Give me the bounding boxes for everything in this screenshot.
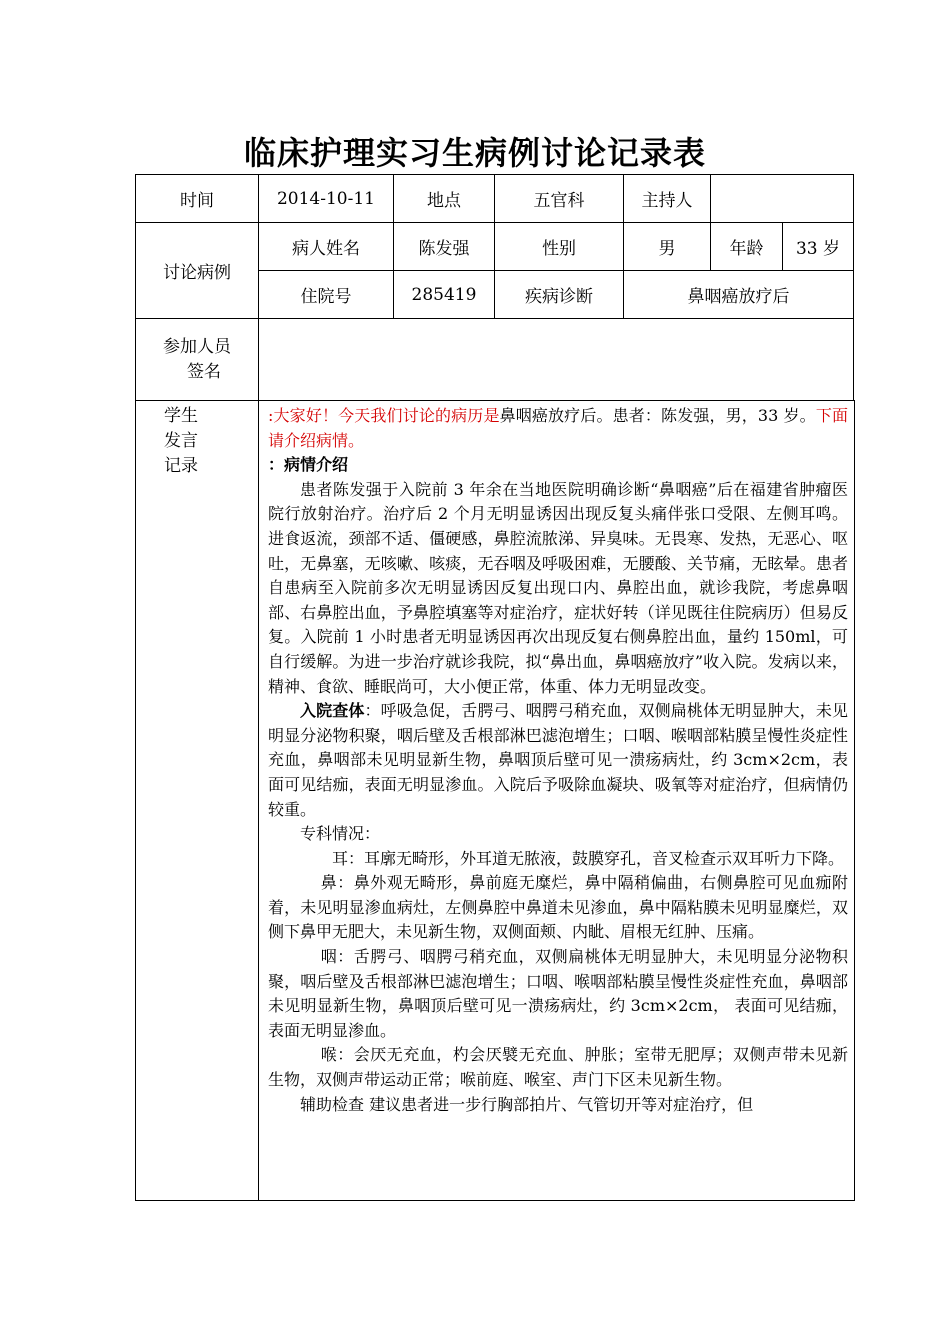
specialty-heading: 专科情况： (300, 824, 381, 844)
participants-label (136, 319, 259, 401)
case-heading: ：病情介绍 (268, 455, 349, 475)
intro-case: 鼻咽癌放疗后。患者：陈发强，男，33 岁。 (499, 406, 816, 425)
bottom-border (136, 1200, 854, 1201)
aux-paragraph: 辅助检查 建议患者进一步行胸部拍片、气管切开等对症治疗，但 (300, 1094, 754, 1114)
admission-no-value: 285419 (394, 271, 495, 319)
exam-label: 入院查体 (300, 701, 365, 721)
participants-label-line1: 参加人员 (163, 336, 231, 357)
side-label-line2: 发言 (164, 431, 198, 451)
host-label: 主持人 (624, 175, 711, 223)
gender-label: 性别 (495, 223, 624, 271)
page-title: 临床护理实习生病例讨论记录表 (243, 134, 706, 172)
participants-label-line2: 签名 (187, 361, 221, 382)
admission-no-label: 住院号 (259, 271, 394, 319)
record-side-label (164, 404, 204, 479)
larynx-paragraph: 喉：会厌无充血，杓会厌襞无充血、肿胀；室带无肥厚；双侧声带未见新生物，双侧声带运动正常；喉前庭、喉室、声门下区未见新生物。 (268, 1045, 848, 1090)
gender-value: 男 (624, 223, 711, 271)
column-divider (258, 400, 259, 1201)
time-label: 时间 (136, 175, 259, 223)
case-label: 讨论病例 (136, 223, 259, 319)
place-label: 地点 (394, 175, 495, 223)
side-label-line1: 学生 (164, 406, 198, 426)
header-table (135, 174, 854, 401)
participants-signature (259, 319, 854, 401)
age-value: 33 岁 (783, 223, 854, 271)
patient-name-label: 病人姓名 (259, 223, 394, 271)
intro-paragraph (268, 404, 848, 453)
diagnosis-value: 鼻咽癌放疗后 (624, 271, 854, 319)
intro-prompt: 下面请介绍病情。 (268, 406, 848, 450)
age-label: 年龄 (711, 223, 783, 271)
side-label-line3: 记录 (164, 456, 198, 476)
history-paragraph: 患者陈发强于入院前 3 年余在当地医院明确诊断“鼻咽癌”后在福建省肿瘤医院行放射治疗。治疗后 2 个月无明显诱因出现反复头痛伴张口受限、左侧耳鸣。进食返流，颈部不适、僵硬感，鼻腔流脓涕、异臭味。无畏寒、发热，无恶心、呕吐，无鼻塞，无咳嗽、咳痰，无吞咽及呼吸困难，无腰酸、关节痛，无眩晕。患者自患病至入院前多次无明显诱因反复出现口内、鼻腔出血，就诊我院，考虑鼻咽部、右鼻腔出血，予鼻腔填塞等对症治疗，症状好转（详见既往住院病历）但易反复。入院前 1 小时患者无明显诱因再次出现反复右侧鼻腔出血，量约 150ml，可自行缓解。为进一步治疗就诊我院，拟“鼻出血，鼻咽癌放疗”收入院。发病以来，精神、食欲、睡眠尚可，大小便正常，体重、体力无明显改变。 (268, 479, 848, 696)
host-value (711, 175, 854, 223)
record-section (135, 400, 855, 1201)
record-content (268, 404, 848, 1117)
exam-paragraph (268, 699, 848, 822)
nose-paragraph: 鼻：鼻外观无畸形，鼻前庭无糜烂，鼻中隔稍偏曲，右侧鼻腔可见血痂附着，未见明显渗血病灶，左侧鼻腔中鼻道未见渗血，鼻中隔粘膜未见明显糜烂，双侧下鼻甲无肥大，未见新生物，双侧面颊、内眦、眉根无红肿、压痛。 (268, 873, 848, 942)
exam-text: ：呼吸急促，舌腭弓、咽腭弓稍充血，双侧扁桃体无明显肿大，未见明显分泌物积聚，咽后壁及舌根部淋巴滤泡增生；口咽、喉咽部粘膜呈慢性炎症性充血，鼻咽部未见明显新生物，鼻咽顶后壁可见一溃疡病灶，约 3cm×2cm，表面可见结痂，表面无明显渗血。入院后予吸除血凝块、吸氧等对症治疗，但病情仍较重。 (268, 701, 848, 819)
pharynx-paragraph: 咽：舌腭弓、咽腭弓稍充血，双侧扁桃体无明显肿大，未见明显分泌物积聚，咽后壁及舌根部淋巴滤泡增生；口咽、喉咽部粘膜呈慢性炎症性充血，鼻咽部未见明显新生物，鼻咽顶后壁可见一溃疡病灶，约 3cm×2cm， 表面可见结痂， 表面无明显渗血。 (268, 947, 848, 1040)
diagnosis-label: 疾病诊断 (495, 271, 624, 319)
patient-name-value: 陈发强 (394, 223, 495, 271)
place-value: 五官科 (495, 175, 624, 223)
ear-paragraph: 耳：耳廓无畸形，外耳道无脓液，鼓膜穿孔，音叉检查示双耳听力下降。 (332, 848, 845, 868)
time-value: 2014-10-11 (259, 175, 394, 223)
intro-greeting: :大家好！今天我们讨论的病历是 (268, 406, 500, 425)
